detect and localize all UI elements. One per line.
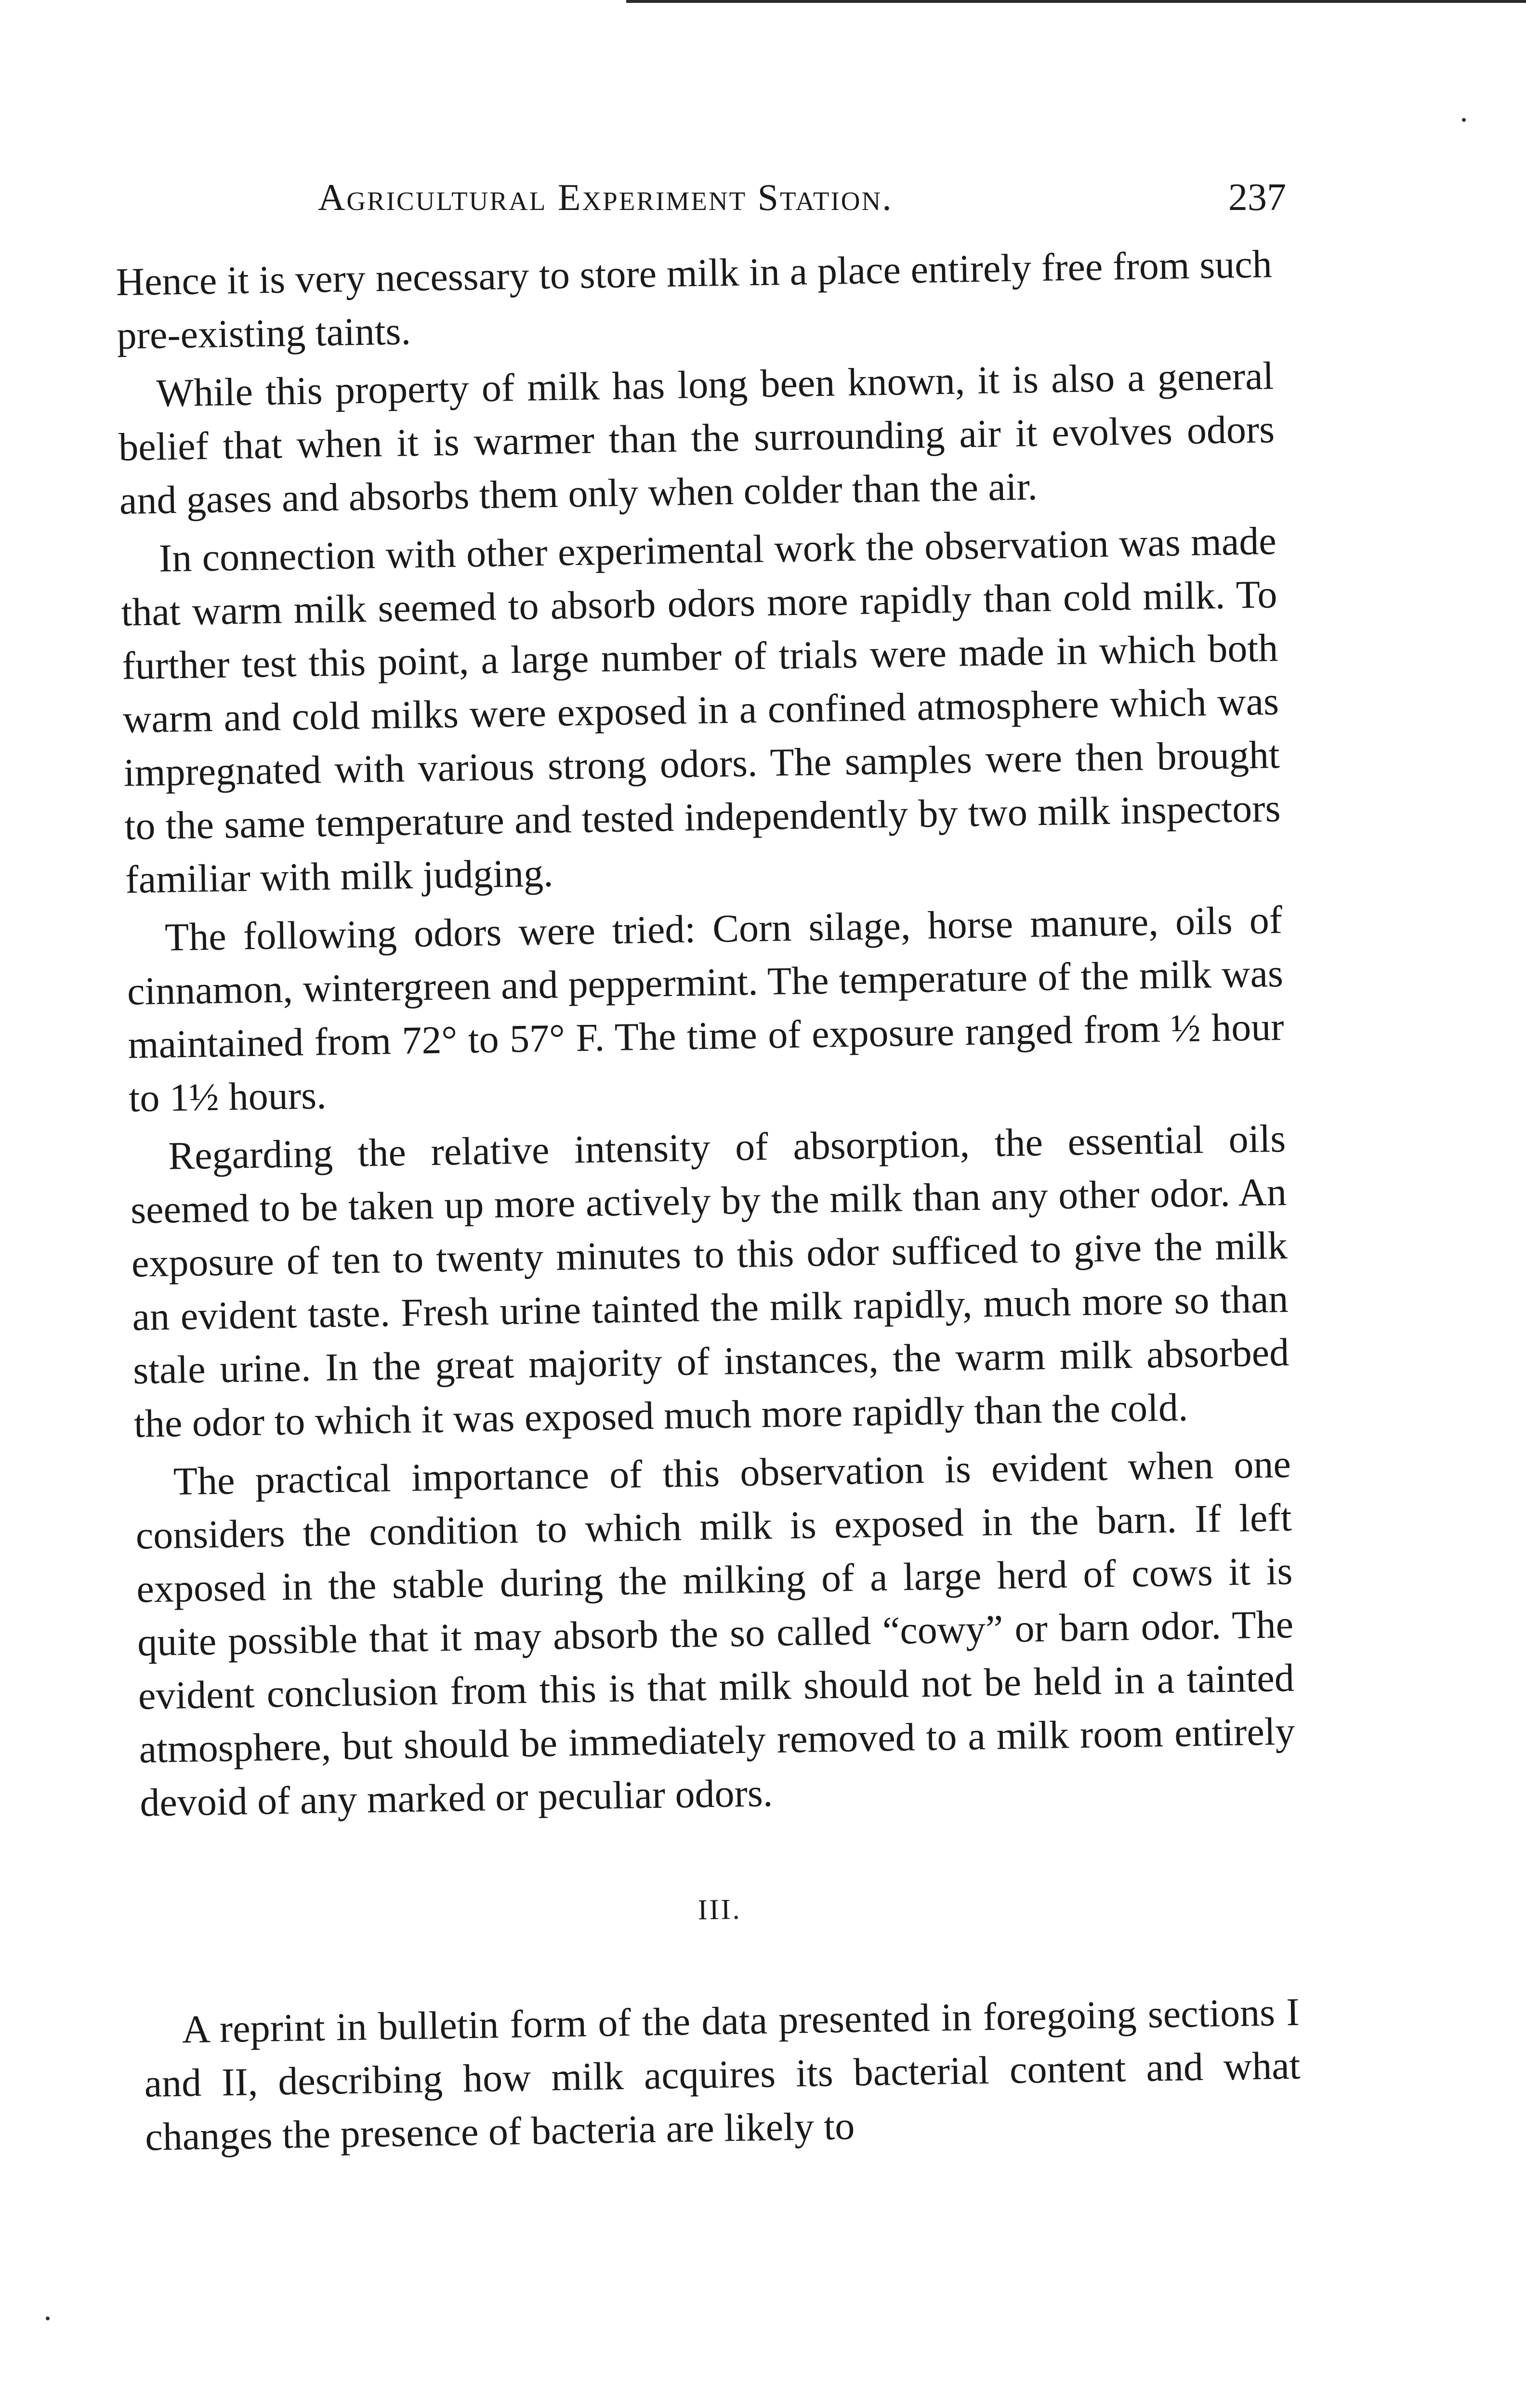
scan-speck	[1462, 118, 1466, 122]
paragraph: In connection with other experimental work the observation was made that warm milk seemed to absorb odors more rapidly than cold milk. To further test this point, a large number of trials were made in which both warm and cold milks were exposed in a confined atmosphere which was impregnated with various strong odors. The samples were then brought to the same temperature and tested independently by two milk inspectors familiar with milk judging.	[120, 519, 1281, 902]
paragraph: While this property of milk has long been known, it is also a general belief that when it is warmer than the surrounding air it evolves odors and gases and absorbs them only when colder than the air.	[118, 353, 1275, 523]
scan-speck	[46, 2316, 50, 2320]
section-heading: III.	[697, 1893, 742, 1926]
page-header	[318, 171, 1286, 224]
paragraph: Regarding the relative intensity of absorption, the essential oils seemed to be taken up more actively by the milk than any other odor. An exposure of ten to twenty minutes to this odor sufficed to give the milk an evident taste. Fresh urine tainted the milk rapidly, much more so than stale urine. In the great majority of instances, the warm milk absorbed the odor to which it was exposed much more rapidly than the cold.	[130, 1116, 1289, 1446]
body-text	[116, 237, 1302, 2168]
scan-edge-rule	[626, 0, 1526, 3]
page-number: 237	[1228, 176, 1286, 219]
paragraph: The practical importance of this observation is evident when one considers the condition to which milk is exposed in the barn. If left exposed in the stable during the milking of a large herd of cows it is quite possible that it may absorb the so called “cowy” or barn odor. The evident conclusion from this is that milk should not be held in a tainted atmosphere, but should be immediately removed to a milk room entirely devoid of any marked or peculiar odors.	[135, 1441, 1296, 1825]
paragraph: Hence it is very necessary to store milk in a place entirely free from such pre-existing taints.	[116, 242, 1273, 357]
paragraph: A reprint in bulletin form of the data presented in foregoing sections I and II, describing how milk acquires its bacterial content and what changes the presence of bacteria are likely to	[144, 1989, 1301, 2159]
running-head: Agricultural Experiment Station.	[318, 176, 893, 218]
paragraph: The following odors were tried: Corn silage, horse manure, oils of cinnamon, wintergreen and peppermint. The temperature of the milk was maintained from 72° to 57° F. The time of exposure ranged from ½ hour to 1½ hours.	[127, 898, 1285, 1120]
